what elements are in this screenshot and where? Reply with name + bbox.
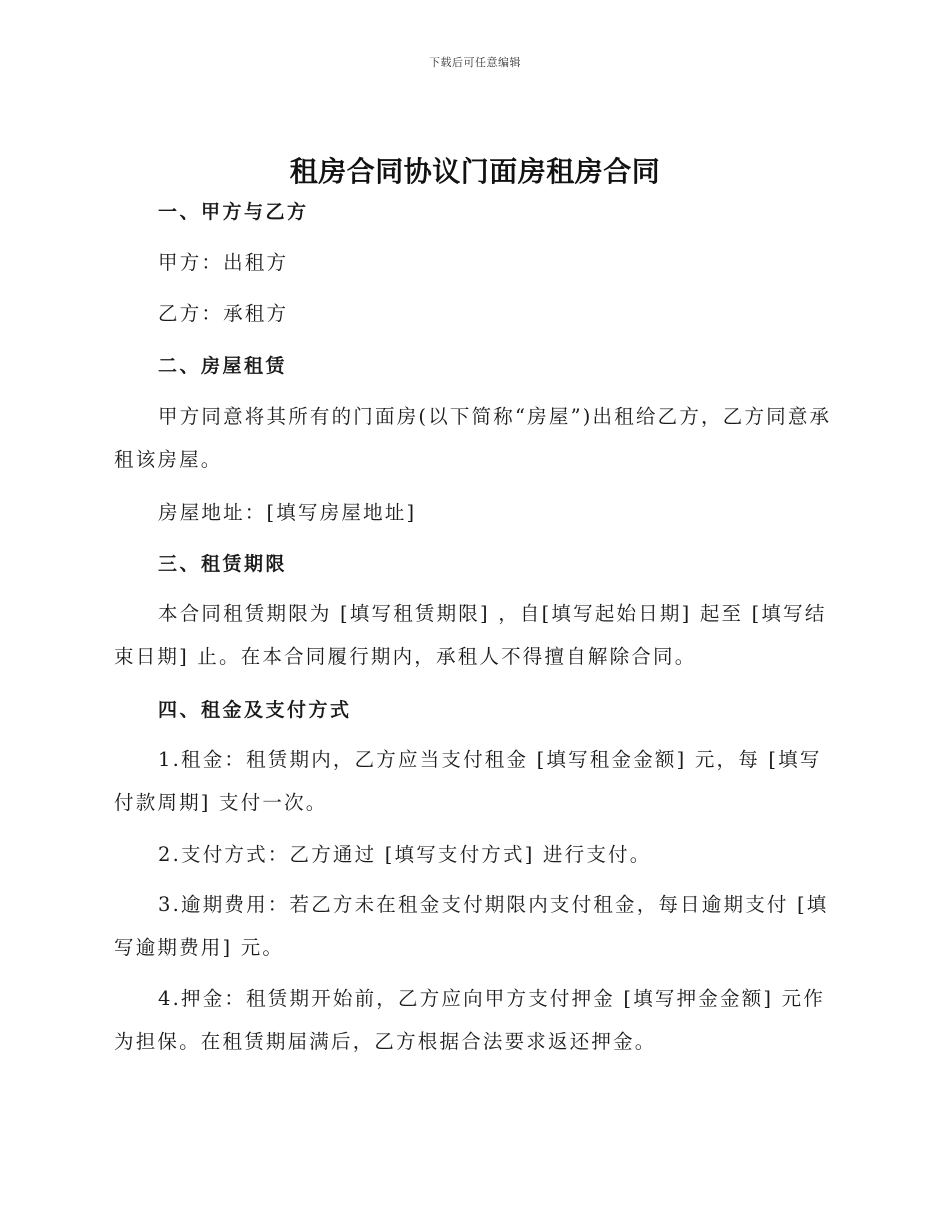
rent-item-1: 1.租金：租赁期内，乙方应当支付租金 [填写租金金额] 元，每 [填写付款周期] 支付一次。 bbox=[114, 748, 822, 814]
term-paragraph: 本合同租赁期限为 [填写租赁期限] ，自[填写起始日期] 起至 [填写结束日期] 止。在本合同履行期内，承租人不得擅自解除合同。 bbox=[114, 602, 827, 668]
rent-item-3: 3.逾期费用：若乙方未在租金支付期限内支付租金，每日逾期支付 [填写逾期费用] 元。 bbox=[114, 893, 829, 959]
document-title: 租房合同协议门面房租房合同 bbox=[289, 155, 661, 188]
party-a-line: 甲方：出租方 bbox=[158, 251, 289, 274]
section-heading-term: 三、租赁期限 bbox=[158, 553, 288, 575]
section-heading-parties: 一、甲方与乙方 bbox=[158, 201, 309, 223]
section-heading-rent: 四、租金及支付方式 bbox=[158, 699, 352, 721]
page-header-note: 下载后可任意编辑 bbox=[429, 56, 521, 69]
property-address-line: 房屋地址：[填写房屋地址] bbox=[158, 501, 417, 524]
lease-paragraph: 甲方同意将其所有的门面房(以下简称“房屋”)出租给乙方，乙方同意承租该房屋。 bbox=[114, 405, 832, 471]
rent-item-2: 2.支付方式：乙方通过 [填写支付方式] 进行支付。 bbox=[158, 843, 652, 866]
party-b-line: 乙方：承租方 bbox=[158, 302, 289, 325]
section-heading-lease: 二、房屋租赁 bbox=[158, 355, 288, 377]
rent-item-4: 4.押金：租赁期开始前，乙方应向甲方支付押金 [填写押金金额] 元作为担保。在租赁期届满后，乙方根据合法要求返还押金。 bbox=[114, 987, 826, 1053]
